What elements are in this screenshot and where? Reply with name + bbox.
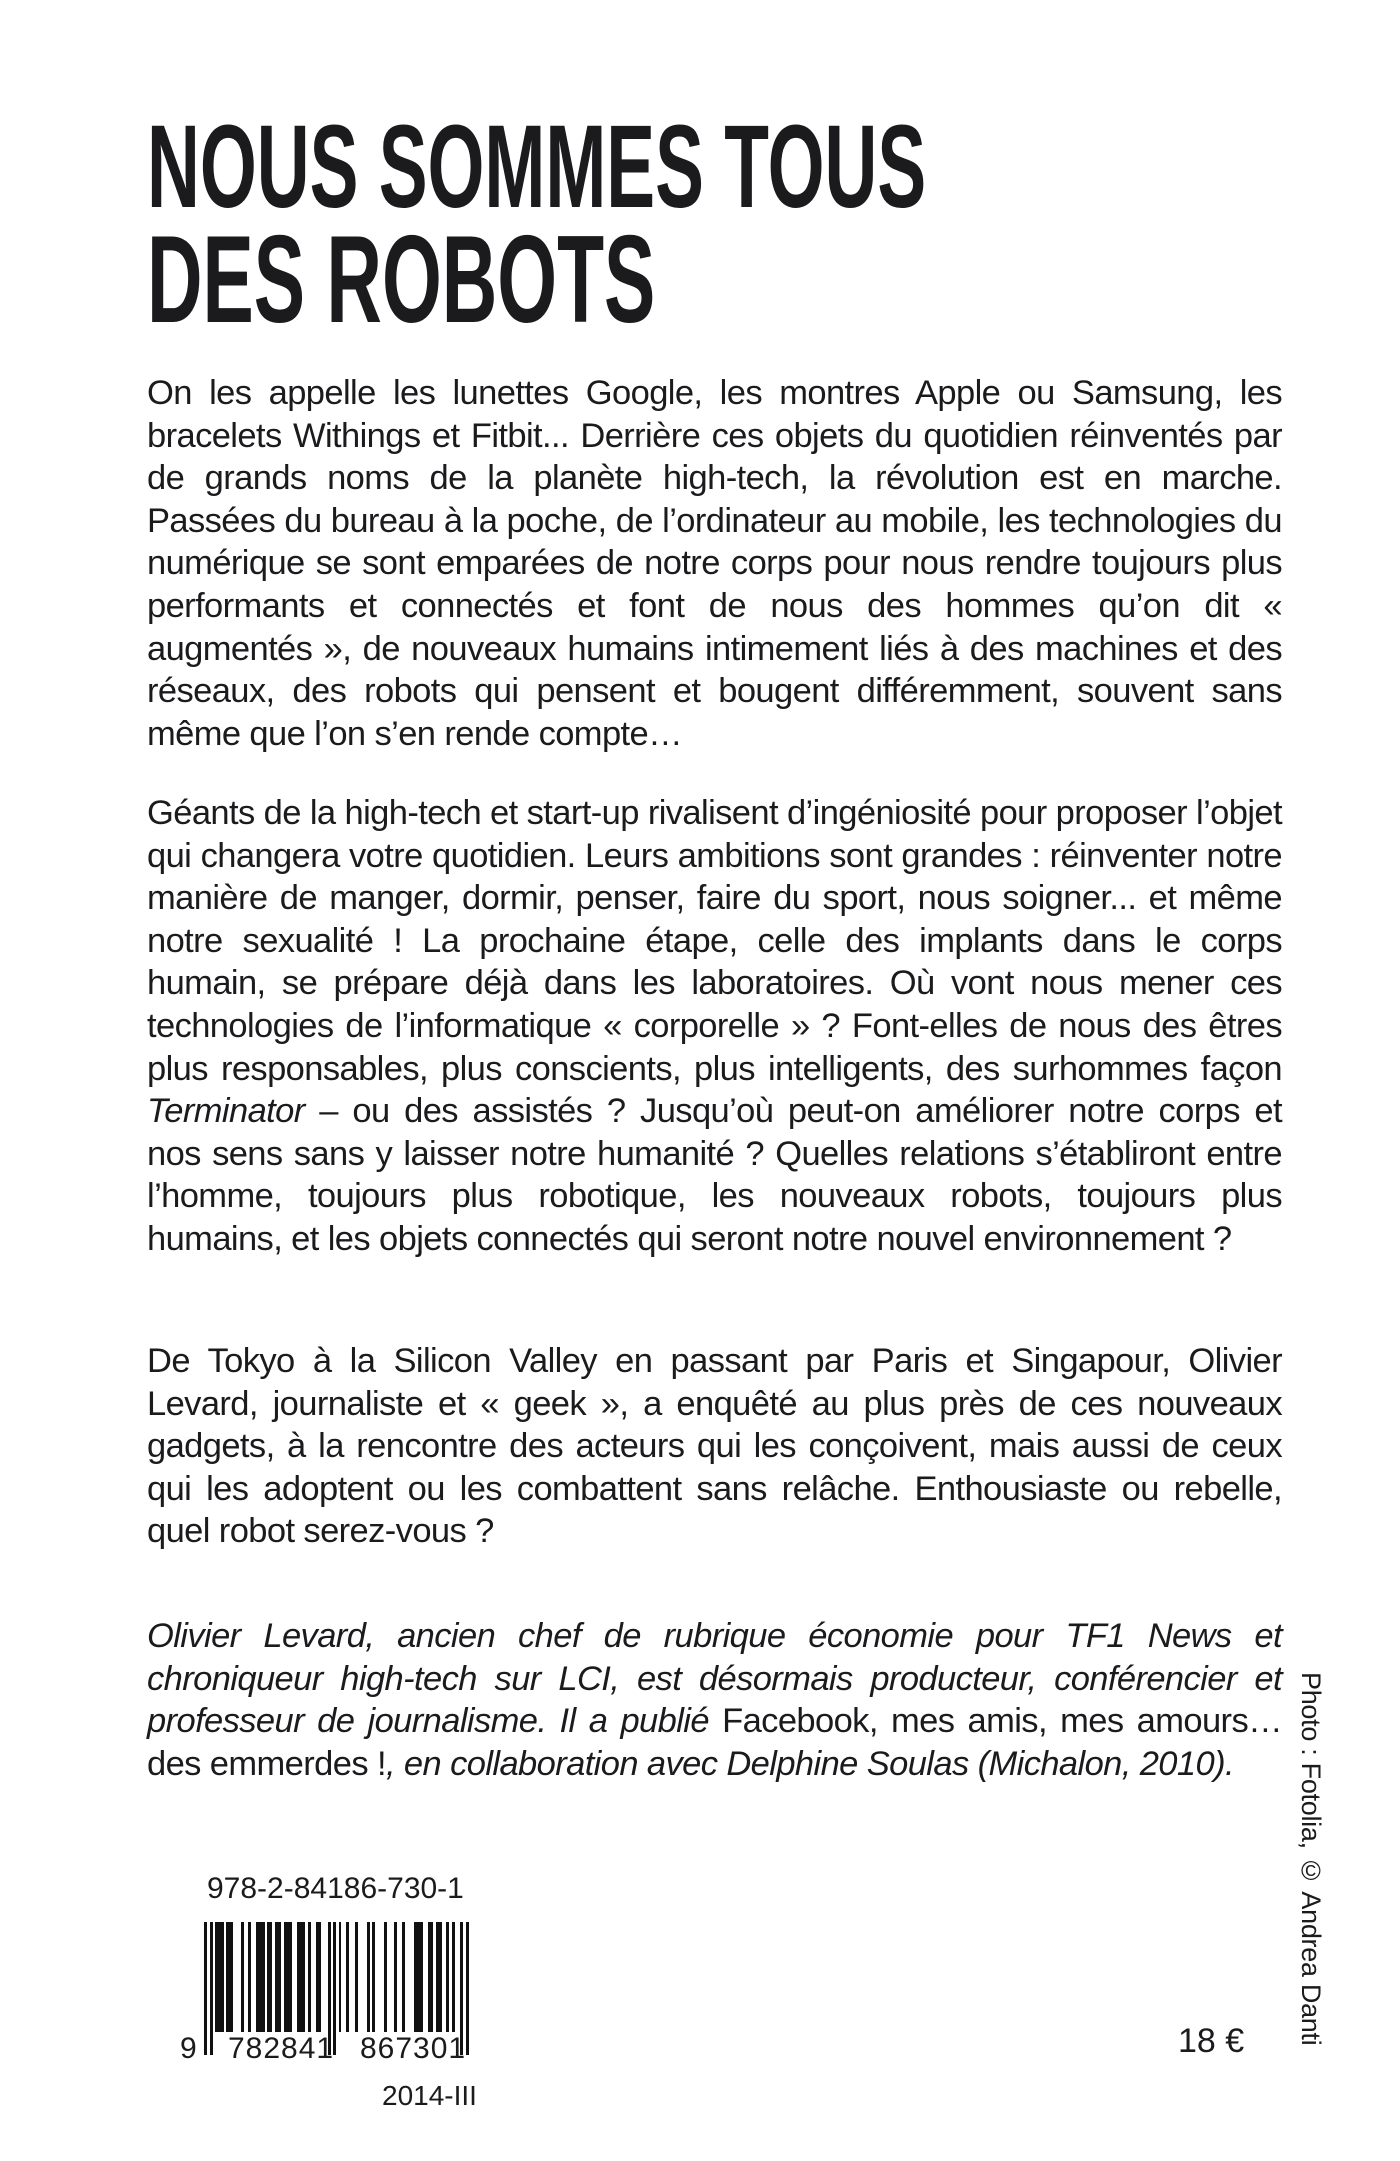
title-line-1: NOUS SOMMES TOUS [147, 101, 927, 233]
price-label: 18 € [1178, 2022, 1245, 2060]
paragraph-text-start: Géants de la high-tech et start-up rivalisent d’ingéniosité pour proposer l’objet qui changera votre quotidien. Leurs ambitions sont grandes : réinventer notre manière de manger, dormir, penser, faire du sport, nous soigner... et même notre sexualité ! La prochaine étape, celle des implants dans le corps humain, se prépare déjà dans les laboratoires. Où vont nous mener ces technologies de l’informatique « corporelle » ? Font-elles de nous des êtres plus responsables, plus conscients, plus intelligents, des surhommes façon [147, 794, 1282, 1088]
blurb-paragraph-2 [147, 792, 1282, 1261]
bio-text-end: , en collaboration avec Delphine Soulas (Michalon, 2010). [385, 1744, 1234, 1783]
barcode-first-digit: 9 [180, 2032, 197, 2065]
paragraph-text: On les appelle les lunettes Google, les montres Apple ou Samsung, les bracelets Withings et Fitbit... Derrière ces objets du quotidien réinventés par de grands noms de la planète high-tech, la révolution est en marche. Passées du bureau à la poche, de l’ordinateur au mobile, les technologies du numérique se sont emparées de notre corps pour nous rendre toujours plus performants et connectés et font de nous des hommes qu’on dit « augmentés », de nouveaux humains intimement liés à des machines et des réseaux, des robots qui pensent et bougent différemment, souvent sans même que l’on s’en rende compte… [147, 374, 1282, 753]
previous-book-title: Facebook, mes amis, mes amours… des emmerdes ! [147, 1702, 1283, 1783]
photo-credit: Photo : Fotolia, © Andrea Danti [1296, 1672, 1326, 2046]
paragraph-text: De Tokyo à la Silicon Valley en passant par Paris et Singapour, Olivier Levard, journaliste et « geek », a enquêté au plus près de ces nouveaux gadgets, à la rencontre des acteurs qui les conçoivent, mais aussi de ceux qui les adoptent ou les combattent sans relâche. Enthousiaste ou rebelle, quel robot serez-vous ? [147, 1342, 1282, 1551]
paragraph-text-end: – ou des assistés ? Jusqu’où peut-on améliorer notre corps et nos sens sans y laisser notre humanité ? Quelles relations s’établiront entre l’homme, toujours plus robotique, les nouveaux robots, toujours plus humains, et les objets connectés qui seront notre nouvel environnement ? [147, 1092, 1282, 1258]
blurb-paragraph-3 [147, 1340, 1282, 1553]
paragraph-text [147, 792, 1282, 1261]
film-title-terminator: Terminator [147, 1092, 305, 1131]
isbn-number: 978-2-84186-730-1 [207, 1872, 464, 1905]
bio-text [147, 1615, 1282, 1785]
book-title [147, 101, 1400, 349]
title-line-2: DES ROBOTS [147, 211, 656, 349]
barcode-digits-group-1: 782841 [228, 2032, 335, 2065]
author-bio [147, 1615, 1282, 1785]
blurb-paragraph-1 [147, 372, 1282, 755]
edition-code: 2014-III [382, 2080, 477, 2111]
bio-text-start: Olivier Levard, ancien chef de rubrique économie pour TF1 News et chroniqueur high-tech sur LCI, est désormais producteur, conférencier et professeur de journalisme. Il a publié [147, 1617, 1282, 1741]
barcode-digits-group-2: 867301 [360, 2032, 467, 2065]
